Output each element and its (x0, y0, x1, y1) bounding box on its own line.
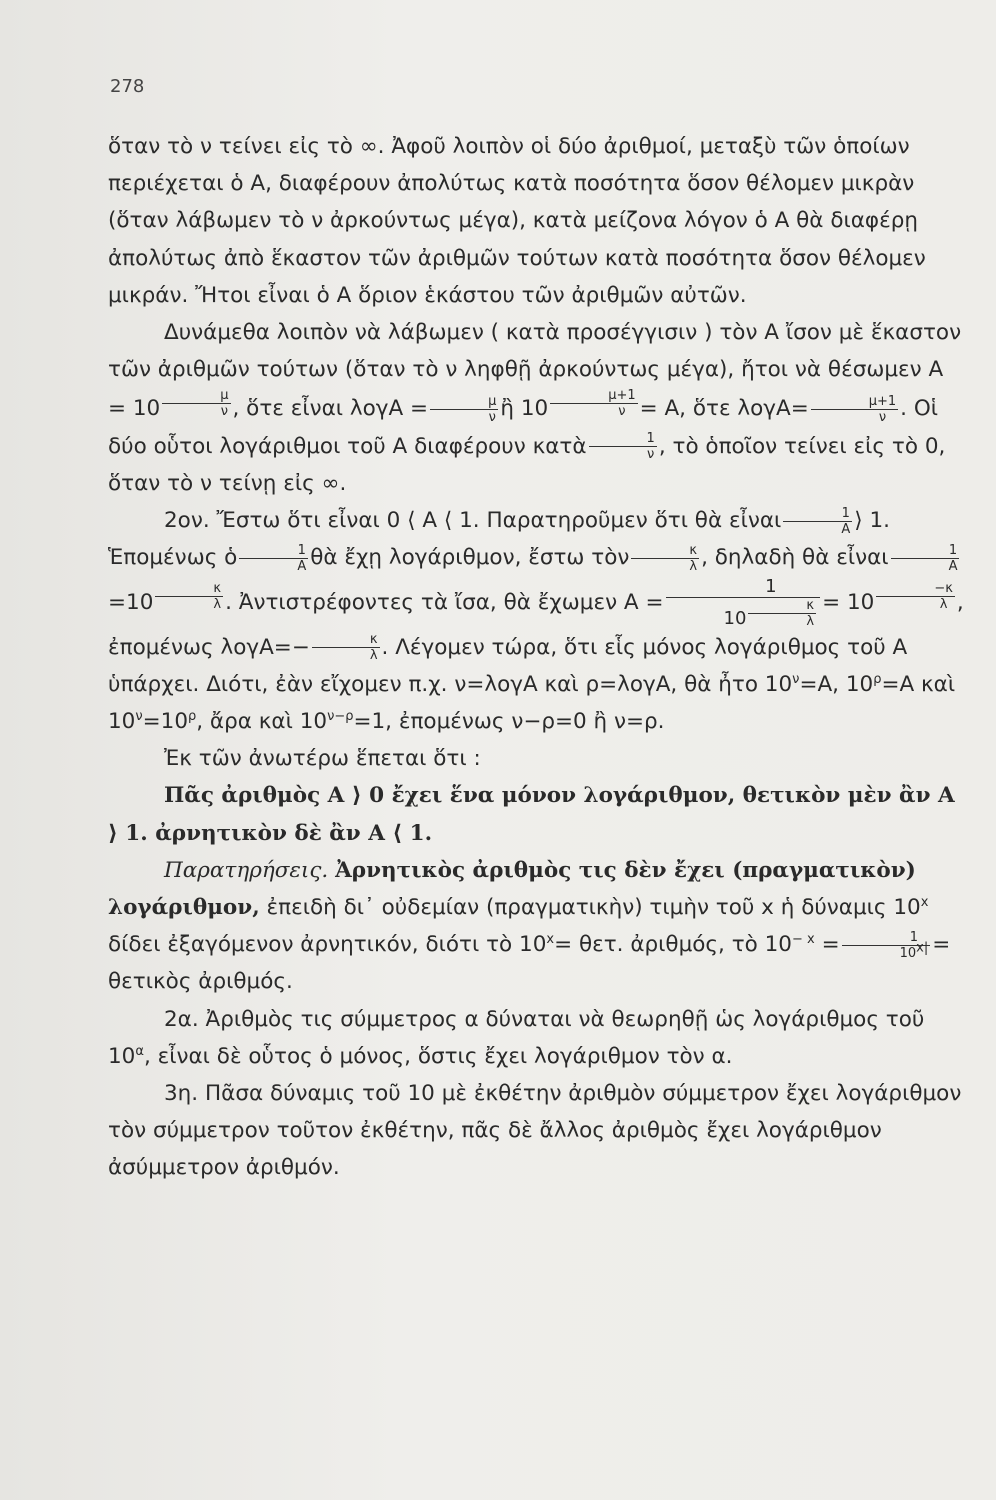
page-text (108, 128, 968, 1187)
paragraph-limit: ὅταν τὸ ν τείνει εἰς τὸ ∞. Ἀφοῦ λοιπὸν οἱ δύο ἀριθμοί, μεταξὺ τῶν ὁποίων περιέχεται ὁ Α, διαφέρουν ἀπολύτως κατὰ ποσότητα ὅσον θέλομεν μικρὰν (ὅταν λάβωμεν τὸ ν ἀρκούντως μέγα), κατὰ μείζονα λόγον ὁ Α θὰ διαφέρῃ ἀπολύτως ἀπὸ ἕκαστον τῶν ἀριθμῶν τούτων κατὰ ποσότητα ὅσον θέλομεν μικράν. Ἤτοι εἶναι ὁ Α ὅριον ἑκάστου τῶν ἀριθμῶν αὐτῶν. (108, 134, 926, 308)
fraction-mu-over-nu: μ ν (162, 388, 230, 419)
fraction-mu-plus-1-over-nu-2: $\frac{\mu+1}{\nu}$ (811, 394, 898, 425)
fraction-kappa-over-lambda-2: κ λ (155, 581, 223, 612)
fraction-1-over-A-3: $\frac{1}{A}$ (891, 543, 960, 574)
fraction-mu-over-nu-2: $\frac{\mu}{\nu}$ (430, 394, 498, 425)
remarks-heading: Παρατηρήσεις. (164, 857, 329, 883)
paragraph-remark-2a: 2α. Ἀριθμὸς τις σύμμετρος α δύναται νὰ θεωρηθῇ ὡς λογάριθμος τοῦ $10^\alpha$, εἶναι δὲ οὗτος ὁ μόνος, ὅστις ἔχει λογάριθμον τὸν α. (108, 1006, 925, 1069)
theorem-statement: Πᾶς ἀριθμὸς Α ⟩ 0 ἔχει ἕνα μόνον λογάριθμον, θετικὸν μὲν ἂν Α ⟩ 1. ἀρνητικὸν δὲ ἂν Α ⟨ 1. (108, 783, 955, 846)
fraction-kappa-over-lambda: $\frac{\kappa}{\lambda}$ (631, 543, 699, 574)
fraction-1-over-A: $\frac{1}{A}$ (783, 506, 852, 537)
paragraph-remark-3: 3η. Πᾶσα δύναμις τοῦ 10 μὲ ἐκθέτην ἀριθμὸν σύμμετρον ἔχει λογάριθμον τὸν σύμμετρον τοῦτον ἐκθέτην, πᾶς δὲ ἄλλος ἀριθμὸς ἔχει λογάριθμον ἀσύμμετρον ἀριθμόν. (108, 1081, 962, 1181)
fraction-1-over-10-kappa-lambda: 1 10 $^{\frac{\kappa}{\lambda}}$ (666, 577, 821, 629)
fraction-1-over-A-2: $\frac{1}{A}$ (239, 543, 308, 574)
fraction-mu-plus-1-over-nu: μ+1 ν (550, 388, 637, 419)
fraction-1-over-10-abs-x: $\frac{1}{10^{x|}}$ (842, 930, 931, 961)
paragraph-approximation: Δυνάμεθα λοιπὸν νὰ λάβωμεν ( κατὰ προσέγγισιν ) τὸν Α ἴσον μὲ ἕκαστον τῶν ἀριθμῶν τούτων (ὅταν τὸ ν ληφθῇ ἀρκούντως μέγα), ἤτοι νὰ θέσωμεν Α = 10 $^{\frac{\mu}{\nu}}$ , ὅτε εἶναι λογΑ = $\frac{\mu}{\nu}$ ἢ 10 $^{\frac{\mu+1}{\nu}}$ = Α, ὅτε λογΑ= $\frac{\mu+1}{\nu}$ . Οἱ δύο οὗτοι λογάριθμοι τοῦ Α διαφέρουν κατὰ $\frac{1}{\nu}$ , τὸ ὁποῖον τείνει εἰς τὸ 0, ὅταν τὸ ν τείνῃ εἰς ∞. (108, 320, 962, 496)
page-number: 278 (110, 76, 145, 97)
paragraph-remarks: Παρατηρήσεις. Ἀρνητικὸς ἀριθμὸς τις δὲν ἔχει (πραγματικὸν) λογάριθμον, ἐπειδὴ δι᾽ οὐδεμίαν (πραγματικὴν) τιμὴν τοῦ x ἡ δύναμις 10$^x$ δίδει ἐξαγόμενον ἀρνητικόν, διότι τὸ $10^x= \theta\varepsilon\tau$. ἀριθμός, τὸ $10^{- x}$ = $\frac{1}{10^{x|}}$ = θετικὸς ἀριθμός. (108, 857, 951, 995)
paragraph-case-two: 2ον. Ἔστω ὅτι εἶναι 0 ⟨ Α ⟨ 1. Παρατηροῦμεν ὅτι θὰ εἶναι $\frac{1}{A}$ ⟩ 1. Ἑπομένως ὁ $\frac{1}{A}$ θὰ ἔχῃ λογάριθμον, ἔστω τὸν $\frac{\kappa}{\lambda}$ , δηλαδὴ θὰ εἶναι $\frac{1}{A}$ =10 $^{\frac{\kappa}{\lambda}}$ . Ἀντιστρέφοντες τὰ ἴσα, θὰ ἔχωμεν Α = 1 10 $^{\frac{\kappa}{\lambda}}$ = 10 $^{\frac{-\kappa}{\lambda}}$ , ἐπομένως λογΑ=− $\frac{\kappa}{\lambda}$ . Λέγομεν τώρα, ὅτι εἷς μόνος λογάριθμος τοῦ Α ὑπάρχει. Διότι, ἐὰν εἴχομεν π.χ. ν=λογΑ καὶ ρ=λογΑ, θὰ ἦτο $10^\nu=A$, $10^\rho=A$ καὶ $10^\nu=10^\rho$, ἄρα καὶ $10^{\nu-\rho}=1$, ἐπομένως ν−ρ=0 ἢ ν=ρ. (108, 505, 964, 734)
fraction-neg-kappa-over-lambda: −κ λ (876, 581, 955, 612)
fraction-kappa-over-lambda-3: $\frac{\kappa}{\lambda}$ (312, 632, 380, 663)
paragraph-consequence: Ἐκ τῶν ἀνωτέρω ἕπεται ὅτι : (164, 746, 481, 772)
fraction-1-over-nu: $\frac{1}{\nu}$ (589, 431, 657, 462)
